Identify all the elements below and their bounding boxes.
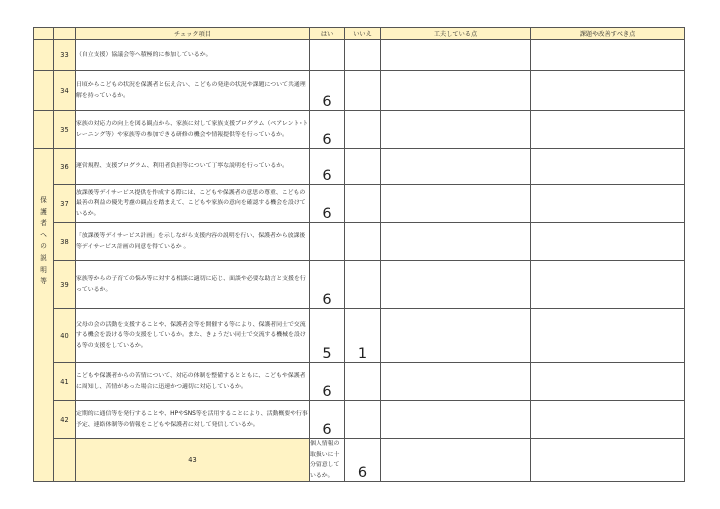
check-item-text: 家族等からの子育ての悩み等に対する相談に適切に応じ、面談や必要な助言と支援を行っているか。 bbox=[76, 261, 310, 309]
yes-count[interactable]: 6 bbox=[310, 261, 345, 309]
issues-cell[interactable] bbox=[531, 40, 685, 71]
issues-cell[interactable] bbox=[531, 363, 685, 401]
row-number: 36 bbox=[54, 149, 76, 185]
no-count[interactable] bbox=[345, 261, 381, 309]
yes-count[interactable]: 6 bbox=[310, 149, 345, 185]
issues-cell[interactable] bbox=[531, 223, 685, 261]
no-count[interactable] bbox=[345, 363, 381, 401]
issues-cell[interactable] bbox=[531, 309, 685, 363]
category-blank-cell bbox=[54, 439, 76, 482]
table-row bbox=[34, 111, 685, 149]
effort-cell[interactable] bbox=[381, 111, 531, 149]
category-blank-cell bbox=[34, 40, 54, 71]
row-number: 37 bbox=[54, 185, 76, 223]
check-item-text: 定期的に通信等を発行することや、HPやSNS等を活用することにより、活動概要や行事予定、連絡体制等の情報をこどもや保護者に対して発信しているか。 bbox=[76, 401, 310, 439]
table-row bbox=[34, 363, 685, 401]
no-count[interactable] bbox=[345, 149, 381, 185]
row-number: 40 bbox=[54, 309, 76, 363]
no-count[interactable] bbox=[345, 71, 381, 111]
yes-count[interactable]: 6 bbox=[310, 71, 345, 111]
effort-cell[interactable] bbox=[381, 40, 531, 71]
yes-count[interactable]: 6 bbox=[310, 111, 345, 149]
no-count[interactable] bbox=[345, 185, 381, 223]
category-cell bbox=[34, 149, 54, 482]
header-issues: 課題や改善すべき点 bbox=[531, 28, 685, 40]
category-blank-cell bbox=[34, 111, 54, 149]
no-count[interactable] bbox=[381, 439, 531, 482]
category-label: 保 護 者 へ の 説 明 等 bbox=[40, 196, 47, 286]
no-count[interactable] bbox=[345, 40, 381, 71]
row-number: 38 bbox=[54, 223, 76, 261]
effort-cell[interactable] bbox=[381, 363, 531, 401]
yes-count[interactable] bbox=[310, 223, 345, 261]
check-item-text: 父母の会の活動を支援することや、保護者会等を開催する等により、保護者同士で交流する機会を設ける等の支援をしているか。また、きょうだい同士で交流する機械を設ける等の支援をしているか。 bbox=[76, 309, 310, 363]
effort-cell[interactable] bbox=[381, 309, 531, 363]
row-number: 42 bbox=[54, 401, 76, 439]
row-number: 41 bbox=[54, 363, 76, 401]
check-item-text: 運営規程、支援プログラム、利用者負担等について丁寧な説明を行っているか。 bbox=[76, 149, 310, 185]
issues-cell[interactable] bbox=[531, 111, 685, 149]
check-item-text: 放課後等デイサービス提供を作成する際には、こどもや保護者の意思の尊重、こどもの最善の利益の優先考慮の観点を踏まえて、こどもや家族の意向を確認する機会を設けているか。 bbox=[76, 185, 310, 223]
header-yes: はい bbox=[310, 28, 345, 40]
row-number: 35 bbox=[54, 111, 76, 149]
yes-count[interactable]: 6 bbox=[310, 363, 345, 401]
effort-cell[interactable] bbox=[531, 439, 685, 482]
issues-cell[interactable] bbox=[531, 185, 685, 223]
table-row bbox=[34, 223, 685, 261]
header-check-item: チェック項目 bbox=[76, 28, 310, 40]
header-category-cell bbox=[34, 28, 54, 40]
table-row bbox=[34, 185, 685, 223]
effort-cell[interactable] bbox=[381, 149, 531, 185]
table-row bbox=[34, 401, 685, 439]
row-number: 39 bbox=[54, 261, 76, 309]
header-row bbox=[34, 28, 685, 40]
table-row bbox=[34, 40, 685, 71]
table-row bbox=[34, 71, 685, 111]
check-item-text: 日頃からこどもの状況を保護者と伝え合い、こどもの発達の状況や課題について共通理解を持っているか。 bbox=[76, 71, 310, 111]
issues-cell[interactable] bbox=[531, 71, 685, 111]
header-number-cell bbox=[54, 28, 76, 40]
yes-count[interactable]: 6 bbox=[310, 185, 345, 223]
yes-count[interactable] bbox=[310, 40, 345, 71]
issues-cell[interactable] bbox=[531, 261, 685, 309]
check-item-text: こどもや保護者からの苦情について、対応の体制を整備するとともに、こどもや保護者に周知し、苦情があった場合に迅速かつ適切に対応しているか。 bbox=[76, 363, 310, 401]
row-number: 33 bbox=[54, 40, 76, 71]
row-number: 34 bbox=[54, 71, 76, 111]
issues-cell[interactable] bbox=[531, 401, 685, 439]
category-blank-cell bbox=[34, 71, 54, 111]
effort-cell[interactable] bbox=[381, 261, 531, 309]
row-number: 43 bbox=[76, 439, 310, 482]
table-row bbox=[34, 261, 685, 309]
table-row bbox=[34, 309, 685, 363]
check-item-text: 家族の対応力の向上を図る観点から、家族に対して家族支援プログラム（ペアレント･トレーニング等）や家族等の参加できる研修の機会や情報提供等を行っているか。 bbox=[76, 111, 310, 149]
no-count[interactable] bbox=[345, 223, 381, 261]
check-item-text: 「放課後等デイサービス計画」を示しながら支援内容の説明を行い、保護者から放課後等デイサービス計画の同意を得ているか 。 bbox=[76, 223, 310, 261]
no-count[interactable] bbox=[345, 111, 381, 149]
effort-cell[interactable] bbox=[381, 401, 531, 439]
header-effort: 工夫している点 bbox=[381, 28, 531, 40]
yes-count[interactable]: 5 bbox=[310, 309, 345, 363]
checklist-table bbox=[33, 27, 685, 482]
check-item-text: （自立支援）協議会等へ積極的に参加しているか。 bbox=[76, 40, 310, 71]
table-row bbox=[34, 439, 685, 482]
header-no: いいえ bbox=[345, 28, 381, 40]
check-item-text: 個人情報の取扱いに十分留意しているか。 bbox=[310, 439, 345, 482]
no-count[interactable]: 1 bbox=[345, 309, 381, 363]
effort-cell[interactable] bbox=[381, 71, 531, 111]
issues-cell[interactable] bbox=[531, 149, 685, 185]
effort-cell[interactable] bbox=[381, 223, 531, 261]
effort-cell[interactable] bbox=[381, 185, 531, 223]
table-row bbox=[34, 149, 685, 185]
yes-count[interactable]: 6 bbox=[345, 439, 381, 482]
no-count[interactable] bbox=[345, 401, 381, 439]
yes-count[interactable]: 6 bbox=[310, 401, 345, 439]
